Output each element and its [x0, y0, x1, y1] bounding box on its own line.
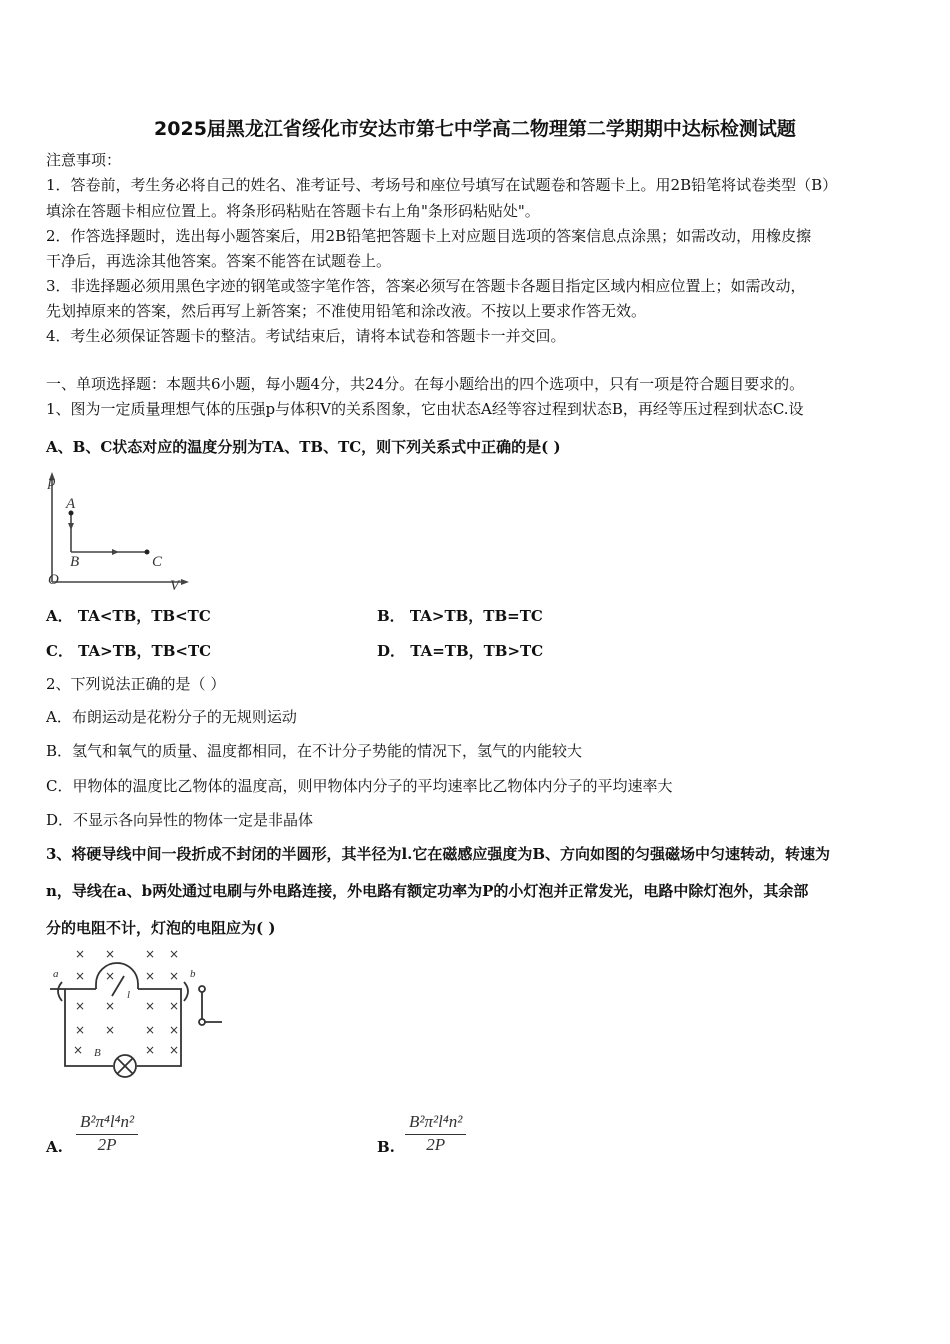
field-cross-icon: × — [104, 1023, 116, 1037]
note-line: 填涂在答题卡相应位置上。将条形码粘贴在答题卡右上角"条形码粘贴处"。 — [46, 202, 540, 220]
field-label-b: B — [94, 1047, 101, 1059]
q2-stem: 2、下列说法正确的是（ ） — [46, 675, 226, 693]
field-cross-icon: × — [104, 999, 116, 1013]
numerator: B²π²l⁴n² — [405, 1112, 466, 1135]
q1-stem-2: A、B、C状态对应的温度分别为TA、TB、TC，则下列关系式中正确的是( ) — [46, 438, 561, 456]
q1-option-d: D． TA=TB，TB>TC — [377, 642, 544, 660]
q1-option-a: A． TA<TB，TB<TC — [46, 607, 211, 625]
point-label-c: C — [152, 554, 163, 570]
circuit-diagram — [50, 946, 230, 1081]
magnetic-field-crosses — [73, 947, 179, 1057]
q3-stem-3: 分的电阻不计，灯泡的电阻应为( ) — [46, 919, 276, 937]
field-cross-icon: × — [72, 1043, 84, 1057]
field-cross-icon: × — [104, 969, 116, 983]
note-line: 4．考生必须保证答题卡的整洁。考试结束后，请将本试卷和答题卡一并交回。 — [46, 327, 566, 345]
field-cross-icon: × — [144, 969, 156, 983]
q2-option-c: C．甲物体的温度比乙物体的温度高，则甲物体内分子的平均速率比乙物体内分子的平均速率大 — [46, 777, 673, 795]
field-cross-icon: × — [168, 999, 180, 1013]
point-label-a: A — [66, 496, 76, 512]
axis-label-v: V — [170, 578, 180, 592]
radius-label-l: l — [127, 989, 131, 1001]
field-cross-icon: × — [168, 1043, 180, 1057]
field-cross-icon: × — [144, 947, 156, 961]
section-heading: 一、单项选择题：本题共6小题，每小题4分，共24分。在每小题给出的四个选项中，只有一项是符合题目要求的。 — [46, 375, 805, 393]
point-label-b: B — [70, 554, 80, 570]
note-line: 干净后，再选涂其他答案。答案不能答在试题卷上。 — [46, 252, 392, 270]
pv-graph — [44, 472, 194, 592]
field-cross-icon: × — [144, 999, 156, 1013]
page-title: 2025届黑龙江省绥化市安达市第七中学高二物理第二学期期中达标检测试题 — [154, 118, 796, 140]
axis-label-p: p — [48, 474, 56, 490]
q1-stem: 1、图为一定质量理想气体的压强p与体积V的关系图象，它由状态A经等容过程到状态B，再经等压过程到状态C.设 — [46, 400, 804, 418]
denominator: 2P — [97, 1135, 117, 1154]
field-cross-icon: × — [168, 947, 180, 961]
note-line: 3．非选择题必须用黑色字迹的钢笔或签字笔作答，答案必须写在答题卡各题目指定区域内相应位置上；如需改动， — [46, 277, 806, 295]
field-cross-icon: × — [144, 1043, 156, 1057]
notes-heading: 注意事项： — [46, 151, 122, 169]
q3-option-b-label: B. — [377, 1138, 395, 1156]
q2-option-b: B．氢气和氧气的质量、温度都相同，在不计分子势能的情况下，氢气的内能较大 — [46, 742, 583, 760]
numerator: B²π⁴l⁴n² — [76, 1112, 138, 1135]
q1-option-b: B． TA>TB，TB=TC — [377, 607, 543, 625]
field-cross-icon: × — [168, 1023, 180, 1037]
note-line: 先划掉原来的答案，然后再写上新答案；不准使用铅笔和涂改液。不按以上要求作答无效。 — [46, 302, 647, 320]
denominator: 2P — [426, 1135, 446, 1154]
q3-option-a-label: A. — [46, 1138, 63, 1156]
q2-option-a: A．布朗运动是花粉分子的无规则运动 — [46, 708, 297, 726]
field-cross-icon: × — [74, 947, 86, 961]
terminal-label-b: b — [190, 968, 196, 980]
field-cross-icon: × — [74, 999, 86, 1013]
q1-option-c: C． TA>TB，TB<TC — [46, 642, 212, 660]
q3-option-b-formula — [405, 1112, 466, 1155]
q3-stem: 3、将硬导线中间一段折成不封闭的半圆形，其半径为l.它在磁感应强度为B、方向如图的匀强磁场中匀速转动，转速为 — [46, 845, 831, 863]
terminal-label-a: a — [53, 968, 59, 980]
field-cross-icon: × — [104, 947, 116, 961]
field-cross-icon: × — [74, 969, 86, 983]
note-line: 2．作答选择题时，选出每小题答案后，用2B铅笔把答题卡上对应题目选项的答案信息点涂黑；如需改动，用橡皮擦 — [46, 227, 812, 245]
field-cross-icon: × — [168, 969, 180, 983]
note-line: 1．答卷前，考生务必将自己的姓名、准考证号、考场号和座位号填写在试题卷和答题卡上。用2B铅笔将试卷类型（B） — [46, 176, 838, 194]
q3-option-a-formula — [76, 1112, 138, 1155]
field-cross-icon: × — [144, 1023, 156, 1037]
field-cross-icon: × — [74, 1023, 86, 1037]
q2-option-d: D．不显示各向异性的物体一定是非晶体 — [46, 811, 314, 829]
q3-stem-2: n，导线在a、b两处通过电刷与外电路连接，外电路有额定功率为P的小灯泡并正常发光，电路中除灯泡外，其余部 — [46, 882, 809, 900]
origin-label: O — [48, 572, 59, 588]
